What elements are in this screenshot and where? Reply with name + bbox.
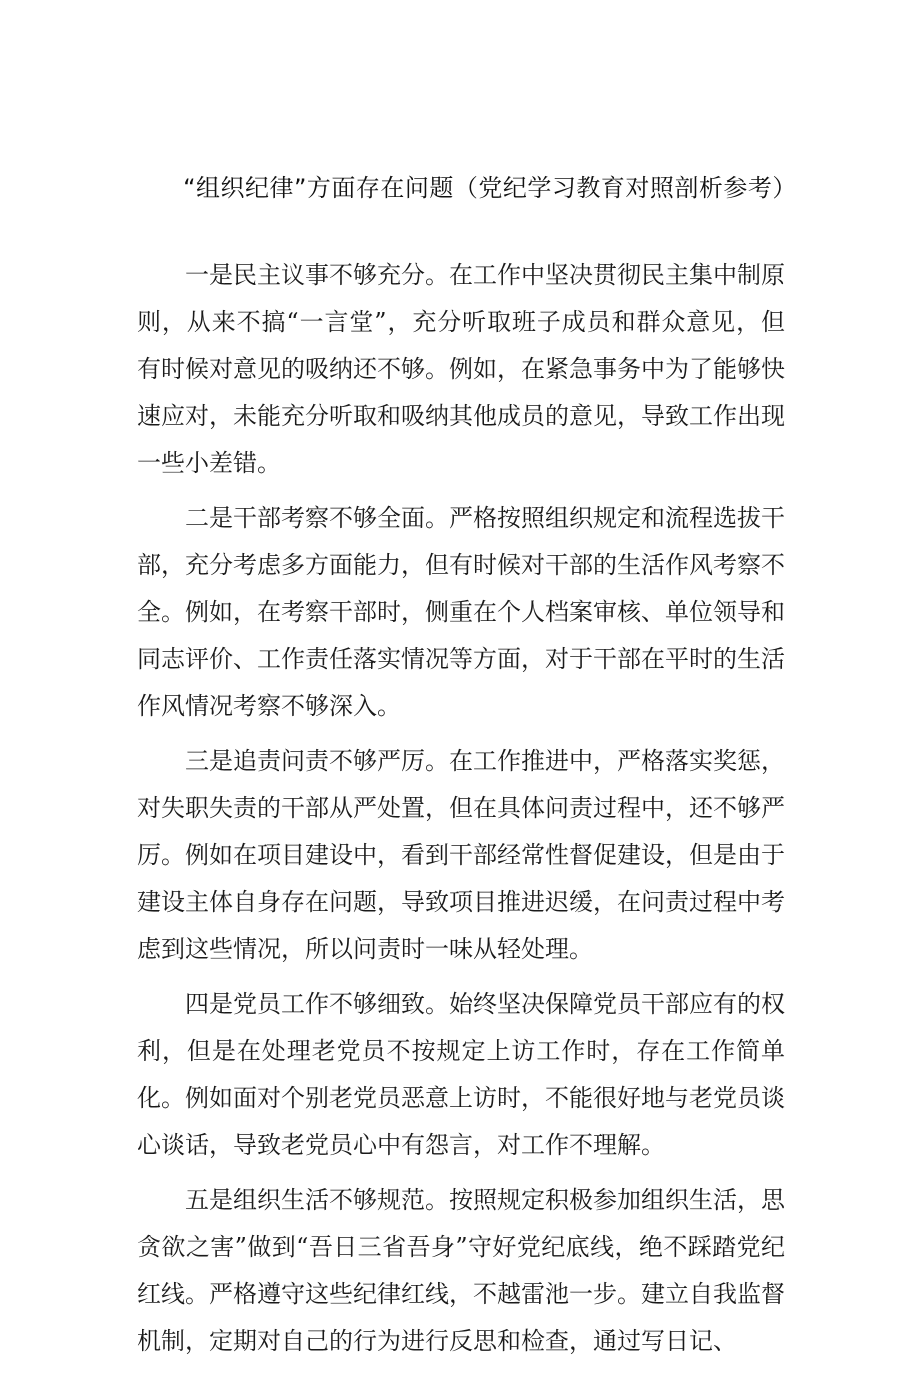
document-body [137, 252, 785, 1373]
paragraph-5: 五是组织生活不够规范。按照规定积极参加组织生活，思贪欲之害”做到“吾日三省吾身”守好党纪底线，绝不踩踏党纪红线。严格遵守这些纪律红线，不越雷池一步。建立自我监督机制，定期对自己的行为进行反思和检查，通过写日记、 [137, 1186, 785, 1355]
document-title: “组织纪律”方面存在问题（党纪学习教育对照剖析参考） [183, 174, 797, 202]
paragraph-2: 二是干部考察不够全面。严格按照组织规定和流程选拔干部，充分考虑多方面能力，但有时候对干部的生活作风考察不全。例如，在考察干部时，侧重在个人档案审核、单位领导和同志评价、工作责任落实情况等方面，对于干部在平时的生活作风情况考察不够深入。 [137, 504, 785, 720]
paragraph-4: 四是党员工作不够细致。始终坚决保障党员干部应有的权利，但是在处理老党员不按规定上访工作时，存在工作简单化。例如面对个别老党员恶意上访时，不能很好地与老党员谈心谈话，导致老党员心中有怨言，对工作不理解。 [137, 990, 785, 1159]
paragraph-1: 一是民主议事不够充分。在工作中坚决贯彻民主集中制原则，从来不搞“一言堂”，充分听取班子成员和群众意见，但有时候对意见的吸纳还不够。例如，在紧急事务中为了能够快速应对，未能充分听取和吸纳其他成员的意见，导致工作出现一些小差错。 [137, 261, 785, 477]
paragraph-3: 三是追责问责不够严厉。在工作推进中，严格落实奖惩，对失职失责的干部从严处置，但在具体问责过程中，还不够严厉。例如在项目建设中，看到干部经常性督促建设，但是由于建设主体自身存在问题，导致项目推进迟缓，在问责过程中考虑到这些情况，所以问责时一味从轻处理。 [137, 747, 785, 963]
